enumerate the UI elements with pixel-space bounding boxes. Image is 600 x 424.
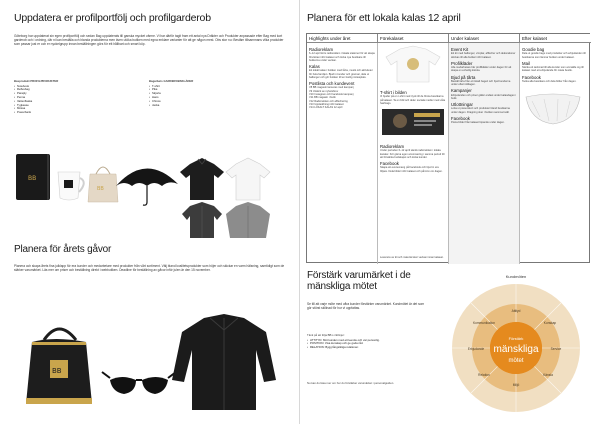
table-header: Efter kalaset [520, 34, 591, 43]
cell-heading: Kalas [309, 64, 320, 70]
wheel-center-main: mänskliga [493, 344, 539, 355]
sunglasses-image [102, 372, 176, 394]
cell-heading: Utlottningar [451, 102, 473, 108]
list-item: • Chinos [149, 100, 284, 104]
table-footer-note: Leverans av kit och material sker veckan innan kalaset. [380, 256, 444, 259]
product-lists [14, 80, 284, 115]
profile-products-heading: Basprodukt PROFILPRODUKTER [14, 79, 59, 83]
schedule-row: V9 Utskick av nyhetsbrev [309, 89, 339, 93]
table-header: Under kalaset [449, 34, 520, 43]
svg-text:BB: BB [28, 175, 37, 182]
wheel-top-label: Kundmöten [505, 274, 527, 279]
cell-text: Lotta ut presentkort och produkter bland besökarna under dagen. Dragning sker i butiken samma kväll. [451, 107, 510, 114]
list-item: • Notebook [14, 85, 149, 89]
cell-text: Alla medarbetare bär profilkläder under dagen för att skapa en enhetlig känsla. [451, 66, 512, 73]
garment-heading: Bagarbets GARDEROBSKLÄDER [149, 79, 194, 83]
cell-text: Tacka alla besökare och dela bilder från dagen. [522, 79, 577, 83]
table-cell-highlights [307, 43, 378, 264]
cell-heading: Postlista och kundevent [309, 81, 355, 87]
list-item: • Skjorta [149, 92, 284, 96]
list-item: • Reflexbag [14, 88, 149, 92]
cell-text: Ett kit med ballonger, vimplar, affischer och dekorationer skickas till alla butiker inför kalaset. [451, 52, 516, 59]
cell-text: Beställ tårta från ett lokalt bageri och bjud kunderna under eftermiddagen. [451, 79, 511, 87]
list-item: • POSITION: Visa kunskap och ge goda råd. [307, 342, 427, 346]
brand-title: Förstärk varumärket i de mänskliga mötet [307, 270, 411, 292]
right-page-title: Planera för ett lokala kalas 12 april [307, 12, 461, 24]
jacket-image [226, 202, 270, 238]
brand-footnote: Nu kan du läsa mer om hur du förstärker varumärket i personalguiden. [307, 381, 395, 385]
cell-heading: Facebook [380, 161, 399, 167]
wheel-label: Miljö [512, 383, 520, 387]
radio-ad-image [380, 107, 446, 137]
wheel-label: Känsla [543, 373, 553, 377]
list-item: • Powerbank [14, 111, 149, 115]
white-polo-image [226, 158, 270, 200]
svg-text:BB: BB [52, 367, 62, 375]
gifts-text: Planera och skapa årets fina julklapp för era kunder och medarbetare med produkter från vårt sortiment. Välj bland kvalitetsprodukter som höjer och skickar en varm hälsning, samtidigt som de stärker varumärket. Läs mer om priser och beställning direkt i webbutiken. Deadline för beställning av gåvor inför julen är den 15 november. [14, 264, 285, 273]
list-item: • Jacka [149, 104, 284, 108]
mug-image [58, 172, 84, 200]
schedule-row: V11 BB magasin i butik [309, 96, 336, 100]
tote-image [88, 167, 118, 202]
table-cell-during [449, 43, 520, 264]
cell-text: Skapa ett evenemang på Facebook och bjud in era följare. Dela bilder inför kalaset och påminn om dagen. [380, 166, 443, 173]
duffel-bag-image [26, 329, 92, 404]
brand-text: Se till att varje möte med våra kunder förstärker varumärket. Kundmötet är det som gör störst skillnad för hur vi uppfattas. [307, 302, 425, 311]
schedule-row: V14 LOKALT KALAS 12 april [309, 106, 343, 110]
profile-products-image [14, 150, 286, 238]
gifts-title: Planera för årets gåvor [14, 244, 112, 255]
crystal-bowl-image [522, 87, 584, 127]
brand-guideline-list [307, 334, 427, 350]
event-plan-table [306, 33, 590, 263]
list-item: • Penna [14, 96, 149, 100]
cell-text: Ett lokalt kalas i butiken med tårta, musik och aktiviteter för hela familjen. Bjud in kunder och grannar, dela ut ballonger och gör butiken till en festlig mötesplats. [309, 69, 373, 79]
cell-heading: Radioreklam [309, 47, 334, 52]
cell-heading: Mail [522, 60, 530, 66]
wheel-label: Relation [478, 373, 490, 377]
cell-text: Erbjudanden och priser gäller endast under kalasdagen i butik. [451, 93, 517, 100]
wheel-label: Service [550, 347, 562, 351]
left-page-title: Uppdatera er profilportfölj och profilgarderob [14, 12, 211, 24]
brand-list-intro: Tänk på att följa BB:s riktlinjer: [307, 333, 345, 337]
list-item: • Tygkasse [14, 104, 149, 108]
list-item: • Hans [149, 96, 284, 100]
table-cell-after [520, 43, 591, 264]
schedule-row: V8 BB magasin lanseras med kampanj [309, 86, 354, 90]
garment-list [149, 80, 284, 115]
schedule-row: V13 Uppladdning inför kalaset [309, 102, 344, 106]
cell-heading: Facebook [451, 115, 470, 121]
svg-text:BB: BB [97, 186, 104, 192]
table-header: Förekalaset [378, 34, 449, 43]
table-header: Highlights under året [307, 34, 378, 43]
list-item: • Mössa [14, 107, 149, 111]
wheel-label: Kommunikation [473, 321, 495, 325]
list-item: • T-shirt [149, 85, 284, 89]
cell-text: Skicka ett tackmail till alla kunder som anmälde sig till kalaset med ett erbjudande för nästa besök. [522, 66, 584, 73]
tshirt-image [380, 45, 446, 83]
schedule-row: V12 Radioreklam och affischering [309, 99, 348, 103]
list-item: • ATTITYD: Möt kunden med ett leende och var personlig. [307, 339, 427, 343]
cell-heading: Kampanjer [451, 88, 472, 94]
shirt-image [182, 202, 222, 238]
gift-products-image [14, 310, 286, 414]
cell-heading: Event Kit [451, 47, 469, 52]
black-polo-image [180, 158, 224, 200]
cell-text: 6–12 april körs radioreklam i lokala stationer för att skapa förväntan inför kalaset och locka nya besökare till butikerna under veckan. [309, 52, 375, 62]
cell-heading: Radioreklam [380, 144, 405, 150]
wheel-center-bottom: mötet [508, 358, 524, 364]
wheel-label: Attityd [511, 309, 521, 313]
cell-text: Posta bilder från kalaset löpande under dagen. [451, 121, 505, 125]
list-item: • Vattenflaska [14, 100, 149, 104]
wheel-label: Kunskap [543, 321, 557, 325]
wheel-center-top: Förstärk [508, 336, 524, 341]
cell-heading: Facebook [522, 74, 541, 80]
list-item: • RELATION: Bygg långsiktiga relationer. [307, 346, 427, 350]
umbrella-image [116, 168, 178, 205]
cell-text: Under perioden 6–12 april sänds radioreklam i lokala kanaler. Kör gärna egen annonsering i samma period för att förstärka budskapet och locka kunder. [380, 149, 445, 159]
cell-heading: Bjud på tårta [451, 74, 476, 80]
cell-heading: Profilkläder [451, 60, 473, 66]
table-cell-before [378, 43, 449, 264]
brand-wheel-diagram [440, 272, 592, 420]
cell-heading: Goodie bag [522, 47, 545, 52]
wheel-label: Erbjudande [467, 347, 485, 351]
schedule-row: V10 Instagram och Facebook kampanj [309, 92, 354, 96]
cell-text: Vi bjuder på en t-shirt med tryck till de första besökarna på kalaset. Ta en bild och dela i sociala medier med våra hashtags. [380, 95, 446, 105]
list-item: • Paraply [14, 92, 149, 96]
cell-heading: T-shirt i bilden [380, 90, 407, 95]
profile-products-list [14, 80, 149, 115]
fleece-jacket-image [172, 314, 276, 410]
list-item: • Piké [149, 88, 284, 92]
cell-text: Dela ut goodie bags med produkter och erbjudanden till besökarna som lämnar butiken under kalaset. [522, 52, 586, 59]
left-page-intro: Göteborg har uppdaterat sin egen profilportfölj och sedan Bag uppdaterats till ganska mycket värme. Vi har därför tagit fram ett antal nya Dräkter och Produkter anpassade efter Bag med kort garderob och i ordning, där ni kan beställa och blanda produkterna men även utöka butiken med egna enklare varianter för att ge någon mest. Obs stor nu: Bestäm tillsammans vilka produkter som passar just er och er nyckelgrupp innan beställningen görs för ett hållbart och smart köp. [14, 34, 284, 47]
notebook-image [16, 154, 50, 200]
